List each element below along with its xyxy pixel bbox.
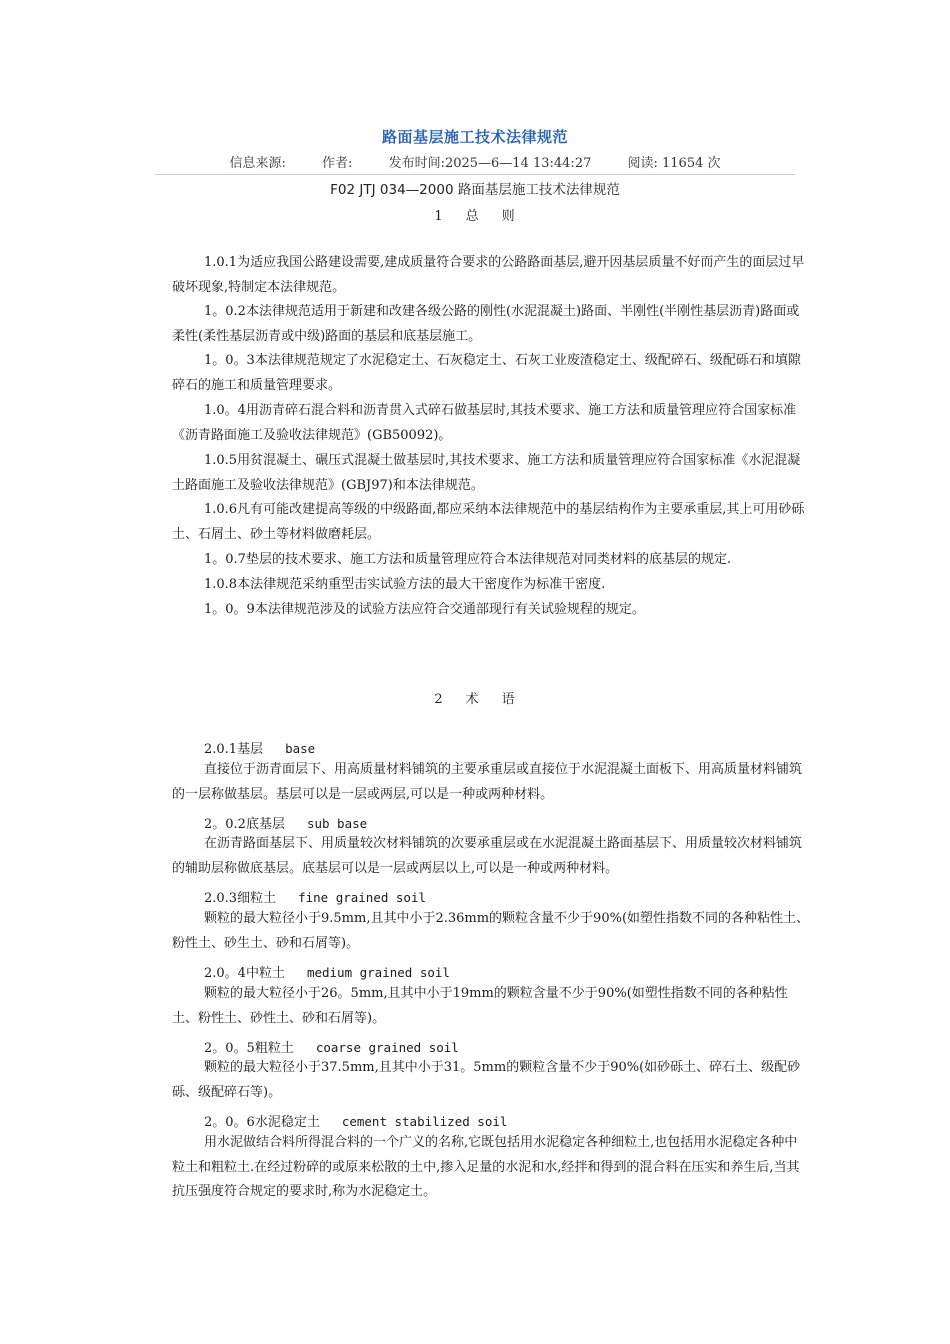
author-label: 作者: [322, 156, 353, 171]
clause-1-0-6: 1.0.6凡有可能改建提高等级的中级路面,都应采纳本法律规范中的基层结构作为主要承重层,其上可用砂砾土、石屑土、砂土等材料做磨耗层。 [172, 502, 805, 542]
header-divider [155, 174, 795, 175]
publish-time: 发布时间:2025—6—14 13:44:27 [388, 156, 592, 171]
term-definition: 直接位于沥青面层下、用高质量材料铺筑的主要承重层或直接位于水泥混凝土面板下、用高质量材料铺筑的一层称做基层。基层可以是一层或两层,可以是一种或两种材料。 [172, 762, 803, 802]
document-name: F02 JTJ 034—2000 路面基层施工技术法律规范 [330, 182, 620, 198]
chapter-2-number: 2 [434, 692, 444, 707]
clause-1-0-3: 1。0。3本法律规范规定了水泥稳定土、石灰稳定土、石灰工业废渣稳定土、级配碎石、级配砾石和填隙碎石的施工和质量管理要求。 [172, 353, 801, 393]
term-zh: 2.0.1基层 [204, 742, 264, 757]
chapter-1-number: 1 [434, 209, 444, 224]
clause-1-0-1: 1.0.1为适应我国公路建设需要,建成质量符合要求的公路路面基层,避开因基层质量不好而产生的面层过早破坏现象,特制定本法律规范。 [172, 255, 805, 295]
chapter-1-title-b: 则 [501, 209, 516, 224]
term-zh: 2。0.2底基层 [204, 817, 285, 832]
term-en: base [285, 741, 316, 756]
term-2-0-3 [204, 887, 426, 906]
term-definition: 颗粒的最大粒径小于37.5mm,且其中小于31。5mm的颗粒含量不少于90%(如砂砾土、碎石土、级配砂砾、级配碎石等)。 [172, 1060, 801, 1100]
term-zh: 2。0。5粗粒土 [204, 1041, 294, 1056]
term-2-0-4 [204, 962, 450, 981]
term-zh: 2.0.3细粒土 [204, 891, 277, 906]
source-label: 信息来源: [229, 156, 286, 171]
term-definition: 颗粒的最大粒径小于26。5mm,且其中小于19mm的颗粒含量不少于90%(如塑性指数不同的各种粘性土、粉性土、砂性土、砂和石屑等)。 [172, 986, 788, 1026]
term-en: medium grained soil [306, 965, 450, 980]
clause-1-0-8: 1.0.8本法律规范采纳重型击实试验方法的最大干密度作为标准干密度. [204, 577, 606, 592]
chapter-2-title-b: 语 [501, 692, 516, 707]
chapter-1-heading [0, 205, 950, 224]
clause-1-0-5: 1.0.5用贫混凝土、碾压式混凝土做基层时,其技术要求、施工方法和质量管理应符合国家标准《水泥混凝土路面施工及验收法律规范》(GBJ97)和本法律规范。 [172, 453, 801, 493]
chapter-2-title-a: 术 [465, 692, 480, 707]
chapter-2-heading [0, 688, 950, 707]
term-zh: 2.0。4中粒土 [204, 966, 285, 981]
clause-1-0-4: 1.0。4用沥青碎石混合料和沥青贯入式碎石做基层时,其技术要求、施工方法和质量管理应符合国家标准《沥青路面施工及验收法律规范》(GB50092)。 [172, 403, 797, 443]
term-definition: 颗粒的最大粒径小于9.5mm,且其中小于2.36mm的颗粒含量不少于90%(如塑性指数不同的各种粘性土、粉性土、砂生土、砂和石屑等)。 [172, 911, 810, 951]
chapter-1-title-a: 总 [465, 209, 480, 224]
article-title: 路面基层施工技术法律规范 [381, 128, 568, 146]
term-en: cement stabilized soil [341, 1114, 508, 1129]
term-en: fine grained soil [298, 890, 427, 905]
clause-1-0-9: 1。0。9本法律规范涉及的试验方法应符合交通部现行有关试验规程的规定。 [204, 602, 645, 617]
clause-1-0-7: 1。0.7垫层的技术要求、施工方法和质量管理应符合本法律规范对同类材料的底基层的规定. [204, 552, 732, 567]
term-2-0-5 [204, 1037, 459, 1056]
term-2-0-2 [204, 813, 367, 832]
term-en: sub base [306, 816, 368, 831]
term-en: coarse grained soil [315, 1040, 459, 1055]
term-definition: 用水泥做结合料所得混合料的一个广义的名称,它既包括用水泥稳定各种细粒土,也包括用水泥稳定各种中粒土和粗粒土.在经过粉碎的或原来松散的土中,掺入足量的水泥和水,经拌和得到的混合料在压实和养生后,当其抗压强度符合规定的要求时,称为水泥稳定土。 [172, 1135, 800, 1199]
term-2-0-1 [204, 738, 315, 757]
term-zh: 2。0。6水泥稳定土 [204, 1115, 320, 1130]
term-definition: 在沥青路面基层下、用质量较次材料铺筑的次要承重层或在水泥混凝土路面基层下、用质量较次材料铺筑的辅助层称做底基层。底基层可以是一层或两层以上,可以是一种或两种材料。 [172, 836, 803, 876]
read-count: 阅读: 11654 次 [627, 156, 721, 171]
term-2-0-6 [204, 1111, 507, 1130]
article-meta [0, 152, 950, 171]
clause-1-0-2: 1。0.2本法律规范适用于新建和改建各级公路的刚性(水泥混凝土)路面、半刚性(半刚性基层沥青)路面或柔性(柔性基层沥青或中级)路面的基层和底基层施工。 [172, 304, 800, 344]
